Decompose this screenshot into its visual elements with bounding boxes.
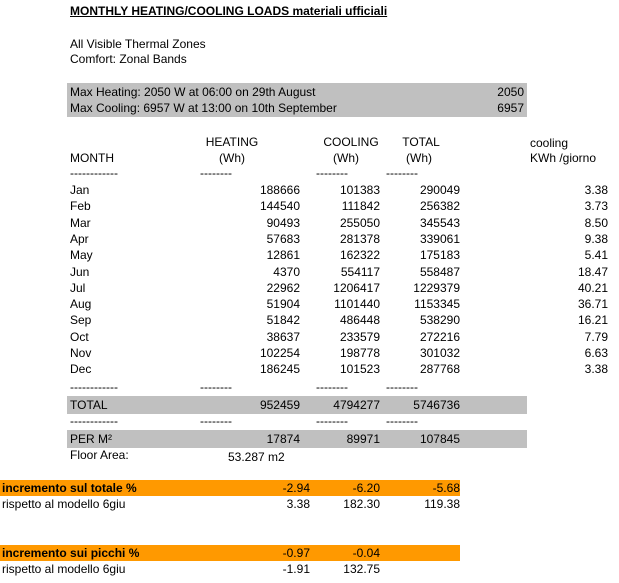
table-cell-cooling: 198778	[339, 346, 380, 360]
table-cell-heating: 188666	[259, 183, 300, 197]
table-cell-kwh: 5.41	[584, 248, 608, 262]
incremento-picchi-label: incremento sui picchi %	[2, 546, 140, 560]
table-cell-total: 1153345	[414, 297, 460, 311]
total-heating: 952459	[259, 398, 300, 412]
report-title: MONTHLY HEATING/COOLING LOADS materiali ufficiali	[70, 4, 388, 18]
table-cell-month: Dec	[70, 362, 92, 376]
incremento-totale-total: -5.68	[432, 481, 460, 495]
dash-cooling-2: --------	[316, 380, 348, 394]
table-cell-total: 558487	[419, 265, 460, 279]
table-cell-month: Jan	[70, 183, 90, 197]
table-cell-kwh: 40.21	[577, 281, 608, 295]
kwh-header-line1: cooling	[530, 136, 569, 150]
table-cell-heating: 51842	[266, 313, 300, 327]
dash-total: --------	[386, 166, 418, 180]
per-m2-total: 107845	[419, 432, 460, 446]
rispetto-picchi-cooling: 132.75	[343, 562, 380, 576]
table-cell-total: 256382	[419, 199, 460, 213]
table-cell-cooling: 101523	[339, 362, 380, 376]
table-cell-month: Jun	[70, 265, 90, 279]
dash-heating: --------	[200, 166, 232, 180]
table-cell-kwh: 3.38	[584, 362, 608, 376]
dash-heating-2: --------	[200, 380, 232, 394]
table-cell-heating: 51904	[266, 297, 300, 311]
floor-area-label: Floor Area:	[70, 448, 129, 462]
table-cell-cooling: 162322	[339, 248, 380, 262]
incremento-picchi-heating: -0.97	[282, 546, 310, 560]
table-cell-heating: 12861	[266, 248, 300, 262]
table-cell-kwh: 16.21	[577, 313, 608, 327]
table-cell-cooling: 1101440	[334, 297, 380, 311]
per-m2-cooling: 89971	[346, 432, 380, 446]
total-unit: (Wh)	[406, 151, 432, 165]
table-cell-total: 290049	[419, 183, 460, 197]
dash-cooling-3: --------	[316, 414, 348, 428]
table-cell-month: May	[70, 248, 93, 262]
table-cell-total: 1229379	[413, 281, 460, 295]
table-cell-cooling: 554117	[340, 265, 380, 279]
table-cell-kwh: 3.73	[584, 199, 608, 213]
max-heating-text: Max Heating: 2050 W at 06:00 on 29th August	[70, 85, 316, 99]
table-cell-month: Feb	[70, 199, 91, 213]
table-cell-kwh: 9.38	[584, 232, 608, 246]
table-cell-cooling: 233579	[339, 330, 380, 344]
total-header: TOTAL	[402, 135, 440, 149]
dash-month: ------------	[70, 166, 118, 180]
table-cell-heating: 4370	[273, 265, 300, 279]
incremento-totale-label: incremento sul totale %	[2, 481, 137, 495]
dash-heating-3: --------	[200, 414, 232, 428]
table-cell-month: Sep	[70, 313, 92, 327]
total-total: 5746736	[413, 398, 460, 412]
total-label: TOTAL	[70, 398, 108, 412]
table-cell-kwh: 18.47	[577, 265, 608, 279]
total-cooling: 4794277	[333, 398, 380, 412]
table-cell-kwh: 36.71	[577, 297, 608, 311]
table-cell-total: 339061	[419, 232, 460, 246]
table-cell-kwh: 3.38	[584, 183, 608, 197]
table-cell-heating: 102254	[259, 346, 300, 360]
per-m2-heating: 17874	[266, 432, 300, 446]
table-cell-total: 287768	[419, 362, 460, 376]
rispetto-totale-heating: 3.38	[286, 497, 310, 511]
table-cell-total: 175183	[419, 248, 460, 262]
table-cell-total: 345543	[419, 216, 460, 230]
cooling-unit: (Wh)	[333, 151, 359, 165]
dash-cooling: --------	[316, 166, 348, 180]
table-cell-total: 538290	[419, 313, 460, 327]
table-cell-month: Oct	[70, 330, 89, 344]
rispetto-totale-label: rispetto al modello 6giu	[2, 497, 126, 511]
comfort-subtitle: Comfort: Zonal Bands	[70, 52, 187, 66]
incremento-picchi-cooling: -0.04	[352, 546, 380, 560]
table-cell-month: Mar	[70, 216, 91, 230]
max-cooling-value: 6957	[497, 101, 524, 115]
heating-header: HEATING	[205, 135, 259, 149]
table-cell-heating: 186245	[259, 362, 300, 376]
rispetto-picchi-label: rispetto al modello 6giu	[2, 562, 126, 576]
kwh-header-line2: KWh /giorno	[530, 151, 597, 165]
dash-month-2: ------------	[70, 380, 118, 394]
table-cell-cooling: 281378	[339, 232, 380, 246]
heating-unit: (Wh)	[219, 151, 245, 165]
dash-month-3: ------------	[70, 414, 118, 428]
month-header: MONTH	[70, 151, 114, 165]
table-cell-heating: 38637	[266, 330, 300, 344]
table-cell-heating: 22962	[266, 281, 300, 295]
table-cell-heating: 144540	[259, 199, 300, 213]
table-cell-kwh: 7.79	[584, 330, 608, 344]
dash-total-2: --------	[386, 380, 418, 394]
cooling-header: COOLING	[323, 135, 379, 149]
max-heating-value: 2050	[497, 85, 524, 99]
rispetto-totale-total: 119.38	[424, 497, 460, 511]
table-cell-kwh: 8.50	[584, 216, 608, 230]
table-cell-month: Apr	[70, 232, 89, 246]
table-cell-total: 272216	[419, 330, 460, 344]
floor-area-value: 53.287 m2	[228, 450, 285, 464]
table-cell-total: 301032	[419, 346, 460, 360]
max-cooling-text: Max Cooling: 6957 W at 13:00 on 10th September	[70, 101, 337, 115]
table-cell-cooling: 1206417	[333, 281, 380, 295]
incremento-totale-heating: -2.94	[282, 481, 310, 495]
table-cell-month: Aug	[70, 297, 92, 311]
table-cell-month: Nov	[70, 346, 92, 360]
table-cell-heating: 90493	[266, 216, 300, 230]
table-cell-month: Jul	[70, 281, 86, 295]
table-cell-cooling: 101383	[339, 183, 380, 197]
table-cell-cooling: 111842	[341, 199, 380, 213]
dash-total-3: --------	[386, 414, 418, 428]
per-m2-label: PER M²	[70, 432, 112, 446]
zones-subtitle: All Visible Thermal Zones	[70, 37, 206, 51]
table-cell-cooling: 486448	[339, 313, 380, 327]
rispetto-totale-cooling: 182.30	[343, 497, 380, 511]
rispetto-picchi-heating: -1.91	[282, 562, 310, 576]
table-cell-heating: 57683	[266, 232, 300, 246]
table-cell-kwh: 6.63	[584, 346, 608, 360]
table-cell-cooling: 255050	[339, 216, 380, 230]
incremento-totale-cooling: -6.20	[352, 481, 380, 495]
